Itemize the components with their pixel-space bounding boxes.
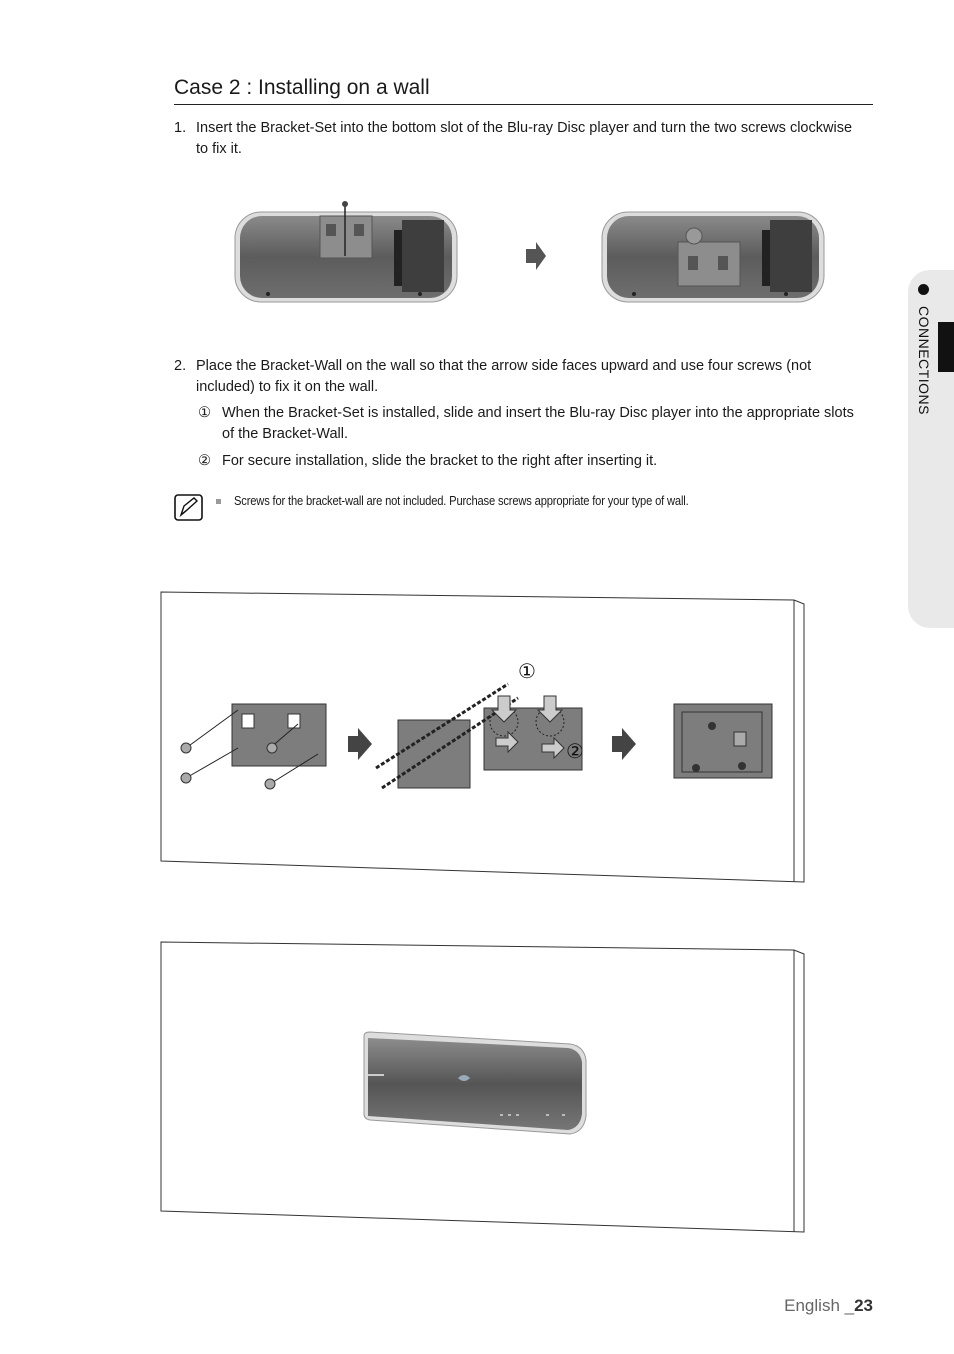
figure-bracket-set	[230, 196, 830, 308]
page-number: 23	[854, 1296, 873, 1315]
step-number: 2.	[174, 358, 187, 374]
substep-mark: ②	[198, 453, 211, 469]
player-bottom-after	[602, 212, 824, 302]
figure-player-mounted	[158, 938, 810, 1238]
callout-2: ②	[566, 739, 584, 763]
figure-bracket-wall	[158, 588, 810, 888]
note-text: Screws for the bracket-wall are not included. Purchase screws appropriate for your type of wall.	[234, 493, 689, 508]
step-text: Insert the Bracket-Set into the bottom slot of the Blu-ray Disc player and turn the two screws clockwise to fix it.	[196, 120, 853, 157]
page-footer	[784, 1296, 873, 1316]
brand-logo	[368, 1074, 384, 1076]
blu-ray-player-front	[364, 1032, 586, 1134]
substep-mark: ①	[198, 405, 211, 421]
substep-1	[198, 403, 868, 445]
step-1	[174, 118, 864, 160]
page-title: Case 2 : Installing on a wall	[174, 76, 430, 99]
substep-text: When the Bracket-Set is installed, slide and insert the Blu-ray Disc player into the appropriate slots of the Bracket-Wall.	[222, 405, 854, 442]
section-indicator-bar	[938, 322, 954, 372]
player-bottom-before	[235, 201, 457, 302]
step-text: Place the Bracket-Wall on the wall so that the arrow side faces upward and use four screws (not included) to fix it on the wall.	[196, 358, 812, 395]
step-2	[174, 356, 864, 398]
section-bullet	[918, 284, 929, 295]
substep-2	[198, 451, 868, 472]
substep-text: For secure installation, slide the bracket to the right after inserting it.	[222, 453, 658, 469]
step-number: 1.	[174, 120, 187, 136]
right-arrow-icon	[526, 242, 546, 270]
note-pen-icon	[174, 494, 203, 521]
footer-language: English _	[784, 1296, 855, 1315]
bracket-installed	[674, 704, 772, 778]
section-label: CONNECTIONS	[916, 306, 932, 415]
title-rule	[174, 104, 873, 105]
callout-1: ①	[518, 659, 536, 683]
note-bullet	[216, 499, 221, 504]
